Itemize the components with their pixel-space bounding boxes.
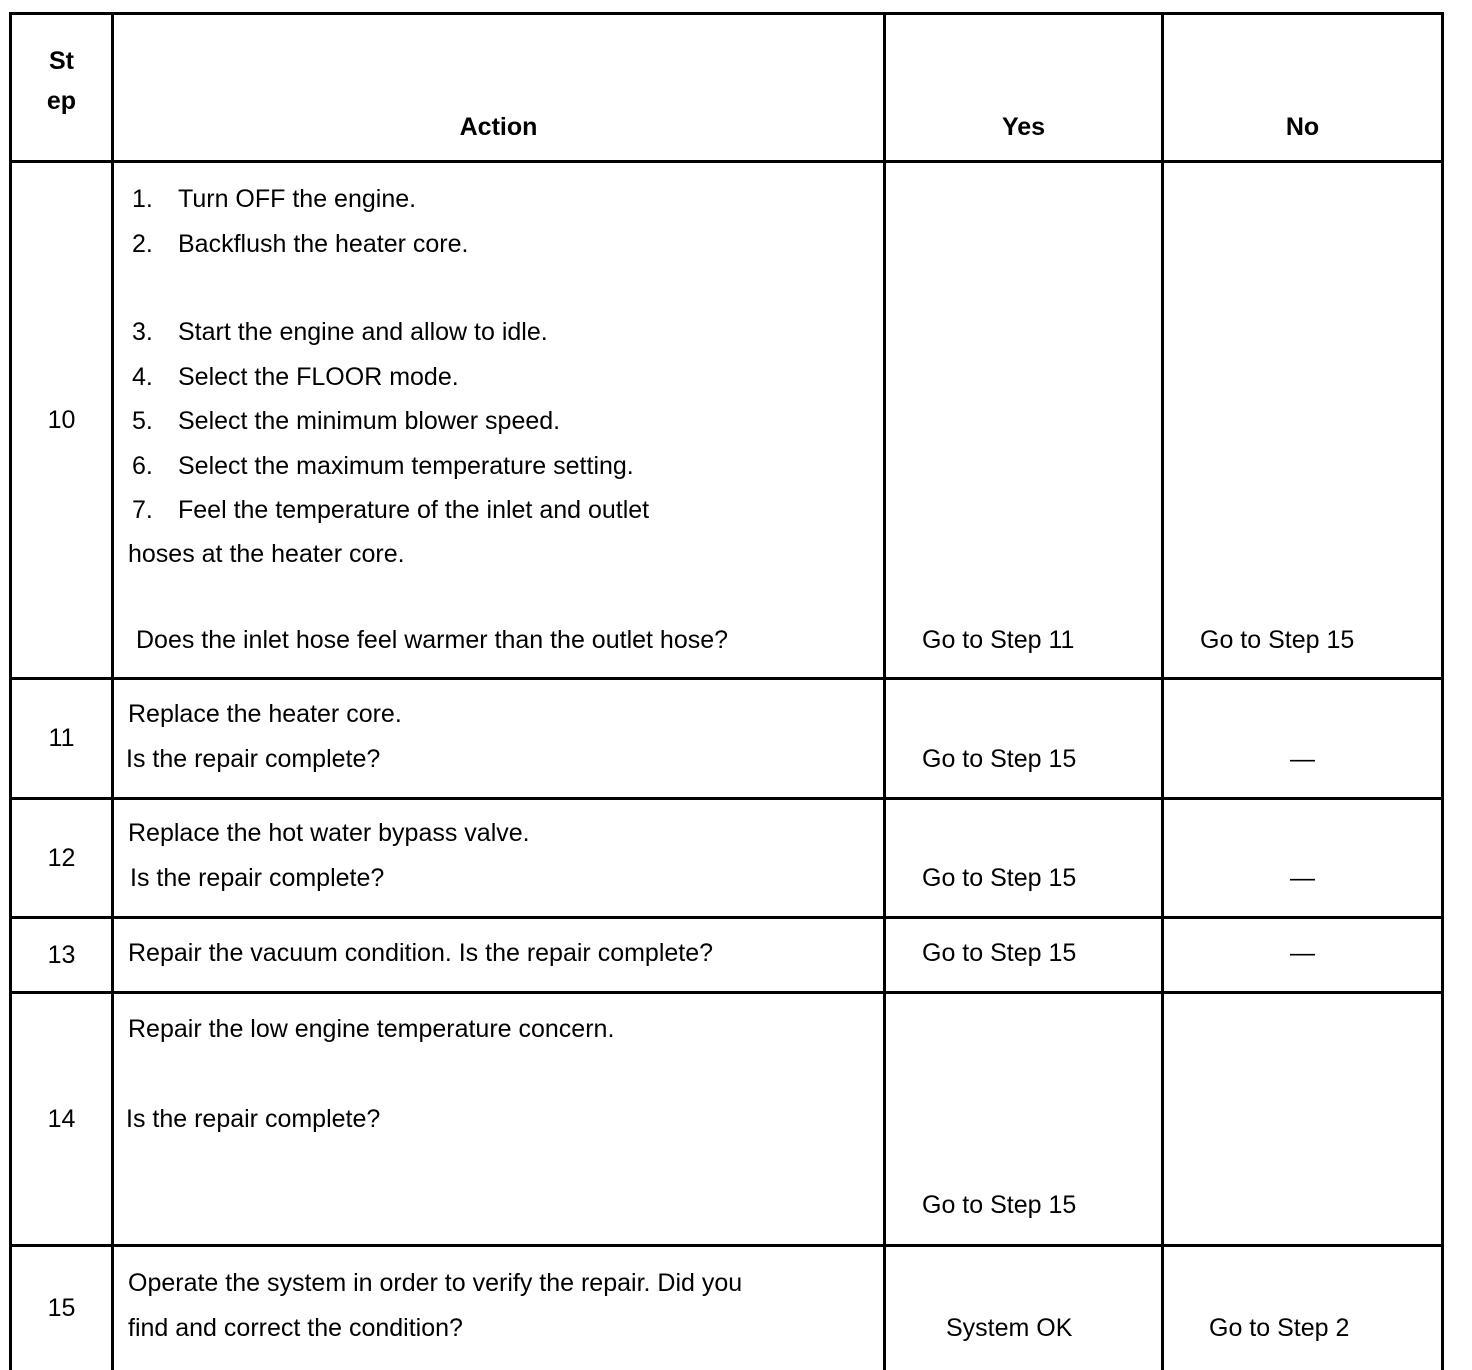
step-11-number: [9, 677, 111, 797]
header-yes-label: Yes: [1001, 113, 1046, 141]
header-no-label: No: [1285, 113, 1320, 141]
question-text: Is the repair complete?: [126, 1105, 381, 1133]
step-14-yes: [883, 991, 1161, 1244]
step-15-action: [111, 1244, 883, 1370]
no-result: Go to Step 2: [1209, 1314, 1350, 1342]
step-number: 13: [47, 940, 76, 969]
step-number: 14: [47, 1104, 76, 1133]
list-item: [132, 318, 548, 347]
header-step: [9, 12, 111, 160]
no-result: —: [1290, 939, 1315, 967]
step-12-yes: [883, 797, 1161, 916]
diagnostic-table: [9, 12, 1444, 1370]
step-14-no: [1161, 991, 1444, 1244]
step-13-yes: [883, 916, 1161, 991]
list-text: Select the FLOOR mode.: [178, 363, 459, 391]
step-15-no: [1161, 1244, 1444, 1370]
action-line: Repair the low engine temperature concern.: [128, 1015, 615, 1043]
step-12-action: [111, 797, 883, 916]
list-number: 3.: [132, 318, 153, 346]
step-14-action: [111, 991, 883, 1244]
question-text: Is the repair complete?: [126, 745, 381, 773]
yes-result: Go to Step 15: [922, 939, 1077, 967]
step-number: 15: [47, 1294, 76, 1322]
list-number: 1.: [132, 185, 153, 213]
list-text: Feel the temperature of the inlet and outlet: [178, 496, 650, 524]
list-item: [132, 452, 634, 481]
yes-result: Go to Step 15: [922, 745, 1077, 773]
list-number: 4.: [132, 363, 153, 391]
step-10-number: [9, 160, 111, 677]
header-action-label: Action: [459, 113, 538, 141]
header-action: [111, 12, 883, 160]
action-line: Repair the vacuum condition. Is the repair complete?: [128, 939, 714, 967]
list-text: Turn OFF the engine.: [178, 185, 417, 213]
header-step-line1: St: [49, 46, 74, 75]
list-text: Backflush the heater core.: [178, 230, 469, 258]
list-item: [132, 407, 560, 436]
step-13-action: [111, 916, 883, 991]
step-11-no: [1161, 677, 1444, 797]
step-number: 12: [47, 843, 76, 872]
step-10-yes: [883, 160, 1161, 677]
step-13-number: [9, 916, 111, 991]
action-line: Replace the hot water bypass valve.: [128, 819, 530, 847]
step-11-yes: [883, 677, 1161, 797]
header-yes: [883, 12, 1161, 160]
no-result: Go to Step 15: [1200, 626, 1355, 654]
list-item: [132, 496, 649, 525]
header-step-line2: ep: [46, 86, 77, 115]
step-12-number: [9, 797, 111, 916]
step-15-yes: [883, 1244, 1161, 1370]
action-line: Replace the heater core.: [128, 700, 402, 728]
list-number: 2.: [132, 230, 153, 258]
list-number: 6.: [132, 452, 153, 480]
list-number: 5.: [132, 407, 153, 435]
step-number: 10: [47, 405, 76, 434]
no-result: —: [1290, 745, 1315, 773]
no-result: —: [1290, 864, 1315, 892]
list-continuation: hoses at the heater core.: [128, 540, 405, 568]
step-13-no: [1161, 916, 1444, 991]
step-14-number: [9, 991, 111, 1244]
yes-result: Go to Step 15: [922, 864, 1077, 892]
list-text: Select the minimum blower speed.: [178, 407, 561, 435]
question-text: Does the inlet hose feel warmer than the outlet hose?: [136, 626, 729, 654]
step-10-no: [1161, 160, 1444, 677]
step-15-number: [9, 1244, 111, 1370]
question-text: Is the repair complete?: [130, 864, 385, 892]
step-10-action: [111, 160, 883, 677]
list-text: Start the engine and allow to idle.: [178, 318, 548, 346]
list-number: 7.: [132, 496, 153, 524]
list-item: [132, 363, 459, 392]
yes-result: Go to Step 15: [922, 1191, 1077, 1219]
step-number: 11: [48, 724, 75, 752]
step-12-no: [1161, 797, 1444, 916]
action-line: Operate the system in order to verify the repair. Did you: [128, 1269, 743, 1297]
yes-result: Go to Step 11: [922, 626, 1075, 654]
list-item: [132, 230, 468, 259]
step-11-action: [111, 677, 883, 797]
list-item: [132, 185, 416, 214]
list-text: Select the maximum temperature setting.: [178, 452, 634, 480]
header-no: [1161, 12, 1444, 160]
question-text: find and correct the condition?: [128, 1314, 463, 1342]
yes-result: System OK: [946, 1314, 1073, 1342]
